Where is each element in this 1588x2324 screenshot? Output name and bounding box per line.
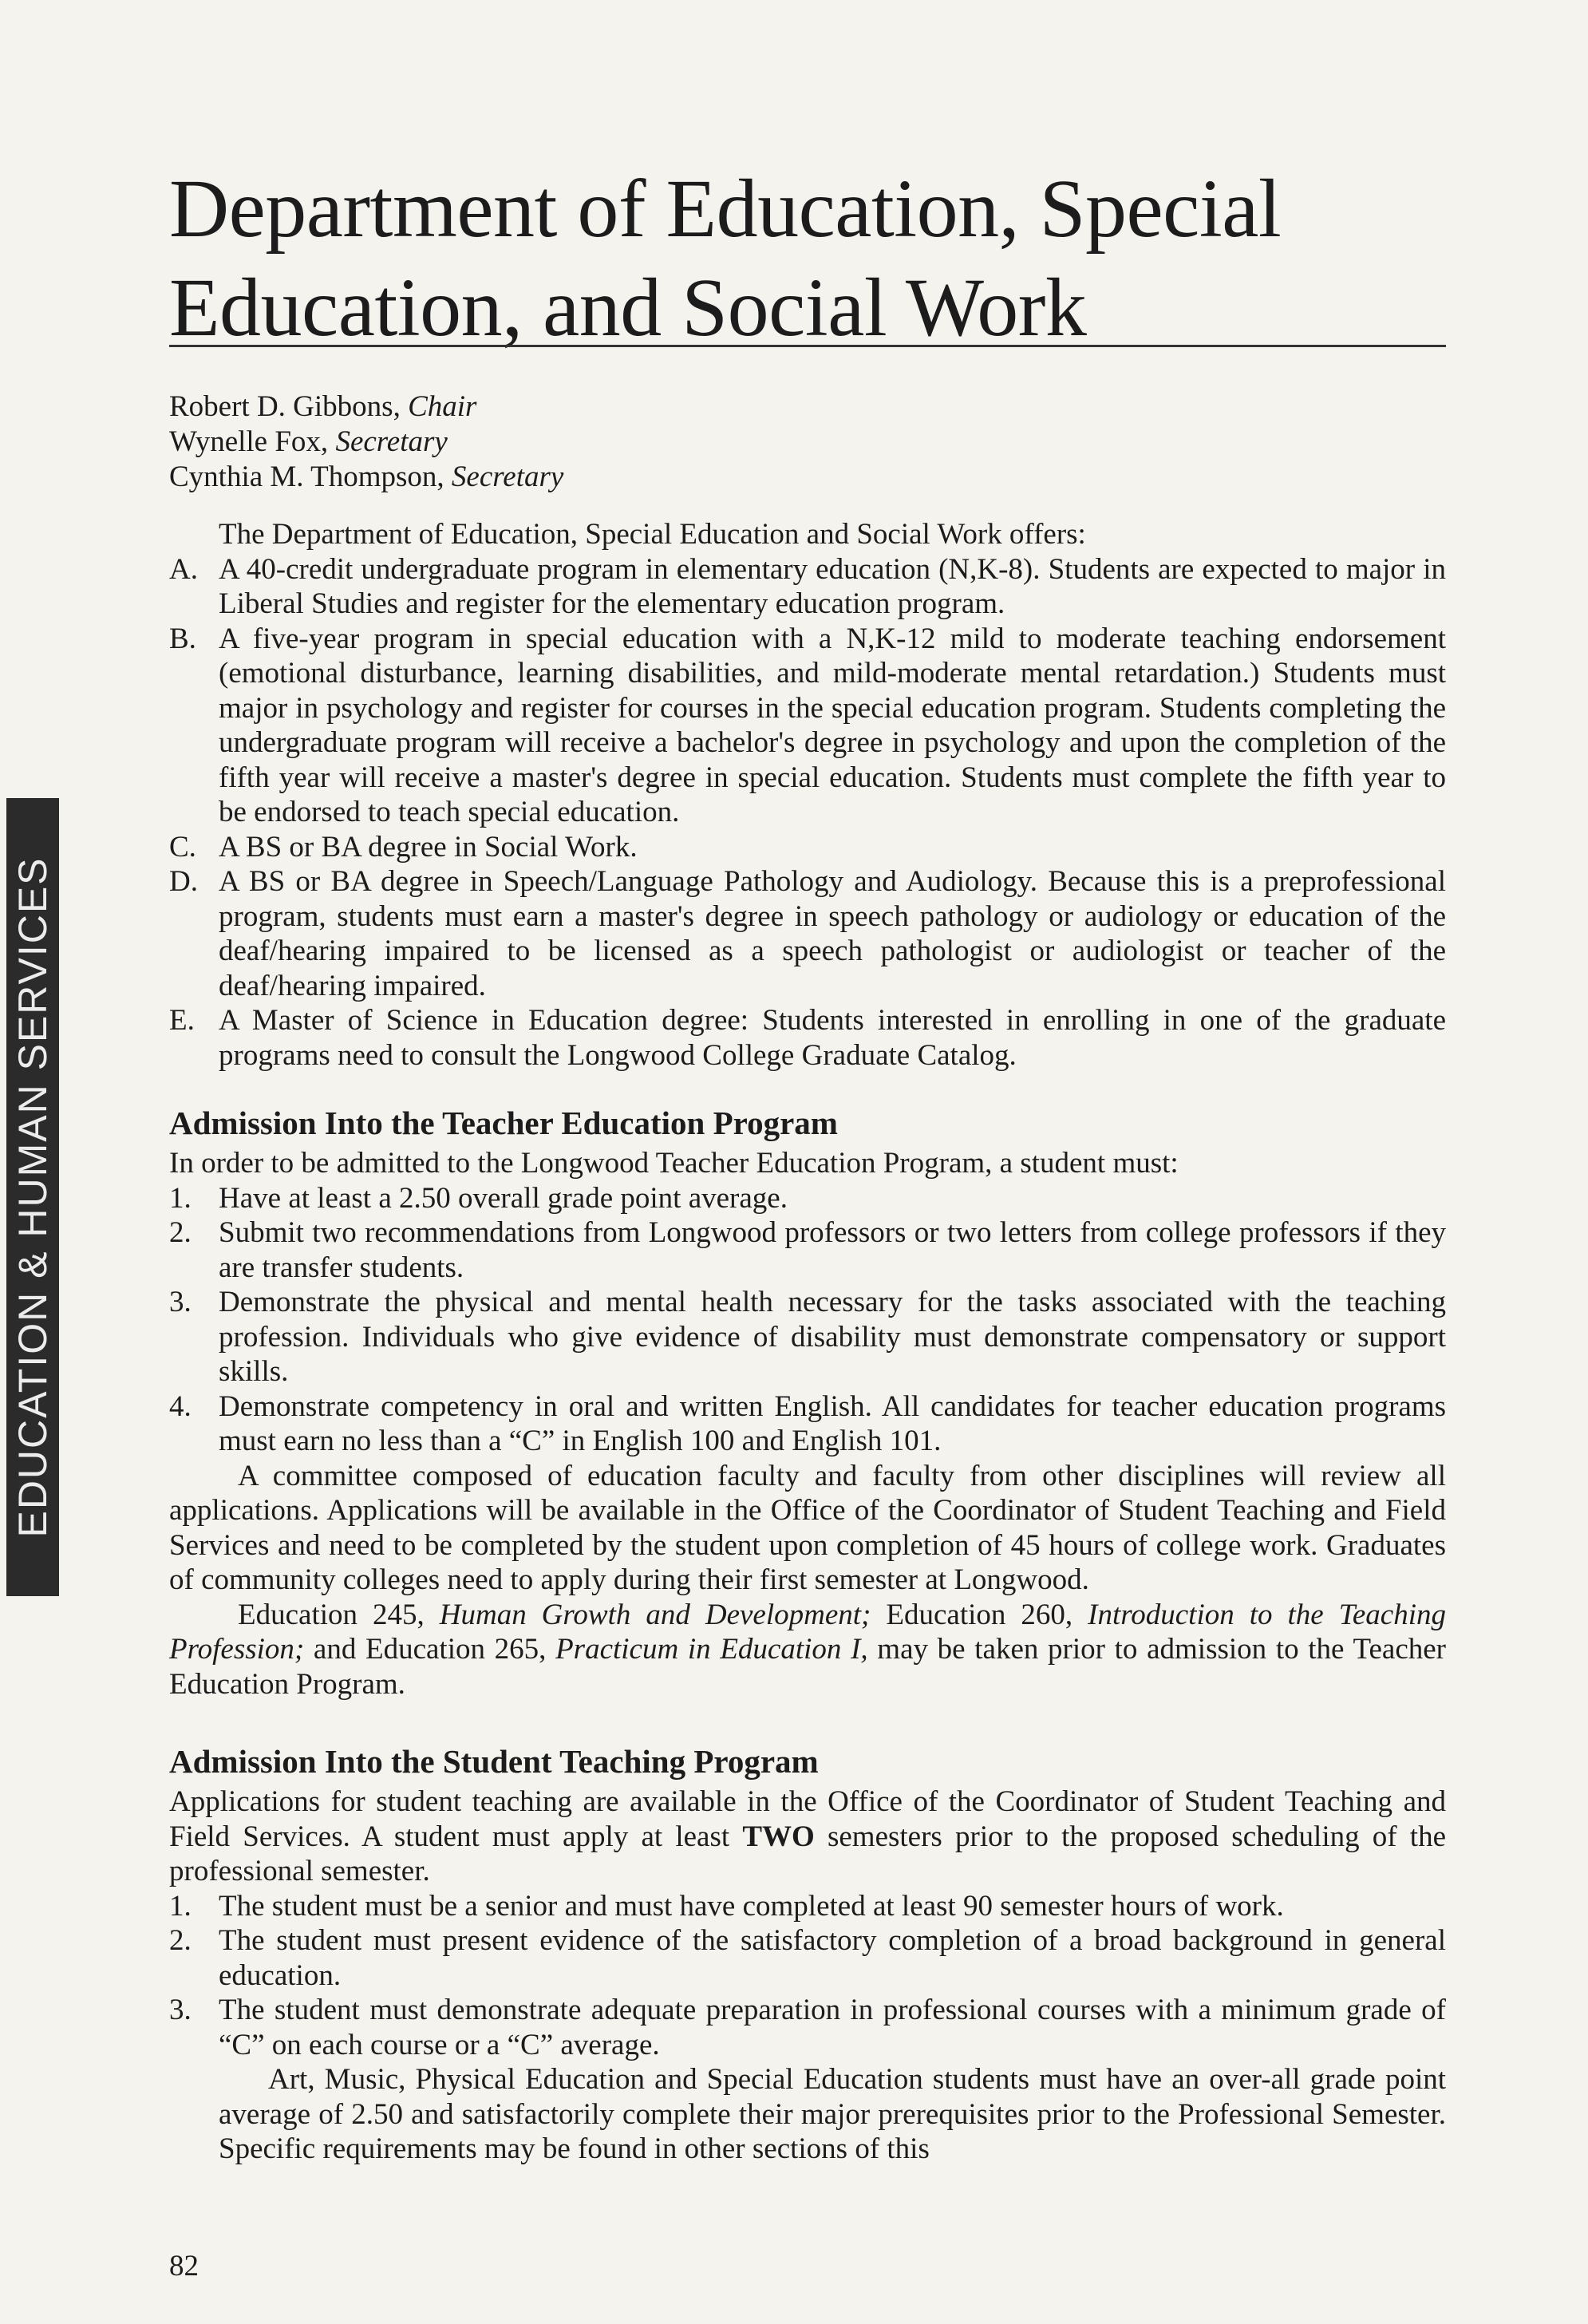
requirement-text: The student must demonstrate adequate preparation in professional courses with a minimum grade of “C” on each course or a “C” average. bbox=[219, 1994, 1446, 2061]
requirement-text: Demonstrate competency in oral and written English. All candidates for teacher education programs must earn no less than a “C” in English 100 and English 101. bbox=[219, 1389, 1446, 1457]
page-number: 82 bbox=[169, 2250, 199, 2282]
program-list bbox=[169, 552, 1446, 1073]
lead-emphasis: TWO bbox=[742, 1820, 815, 1853]
staff-role: Secretary bbox=[451, 460, 564, 493]
program-text: A Master of Science in Education degree: Students interested in enrolling in one of the graduate programs need to consult the Longwood College Graduate Catalog. bbox=[219, 1004, 1446, 1072]
section-side-tab-label: EDUCATION & HUMAN SERVICES bbox=[10, 856, 55, 1538]
teacher-requirements-list bbox=[169, 1181, 1446, 1459]
courses-text: and Education 265, bbox=[304, 1633, 556, 1666]
student-teaching-heading: Admission Into the Student Teaching Program bbox=[169, 1743, 819, 1780]
program-item bbox=[169, 622, 1446, 830]
staff-entry bbox=[169, 425, 563, 460]
program-text: A BS or BA degree in Social Work. bbox=[219, 830, 638, 864]
program-letter: D. bbox=[169, 865, 198, 898]
main-content bbox=[169, 517, 1446, 2167]
staff-role: Secretary bbox=[335, 425, 448, 458]
program-letter: C. bbox=[169, 830, 196, 864]
closing-paragraph: Art, Music, Physical Education and Special Education students must have an over-all grade point average of 2.50 and satisfactorily complete their major prerequisites prior to the Professional Semester. Specific requirements may be found in other sections of this bbox=[219, 2063, 1446, 2165]
staff-entry bbox=[169, 460, 563, 495]
student-teaching-requirements-list bbox=[169, 1889, 1446, 2063]
requirement-number: 1. bbox=[169, 1181, 192, 1215]
requirement-text: Have at least a 2.50 overall grade point average. bbox=[219, 1181, 788, 1215]
program-letter: B. bbox=[169, 622, 196, 655]
requirement-number: 2. bbox=[169, 1924, 192, 1957]
course-title: Introduction to the Teaching Profession; bbox=[169, 1598, 1446, 1666]
intro-text: The Department of Education, Special Education and Social Work offers: bbox=[219, 518, 1086, 551]
courses-text: Education 245, bbox=[238, 1598, 440, 1631]
requirement-number: 4. bbox=[169, 1389, 192, 1423]
program-text: A five-year program in special education with a N,K-12 mild to moderate teaching endorsement (emotional disturbance, learning disabilities, and mild-moderate mental retardation.) Students must major in psychology and register for courses in the special education program. Students completing the undergraduate program will receive a bachelor's degree in psychology and upon the completion of the fifth year will receive a master's degree in special education. Students must complete the fifth year to be endorsed to teach special education. bbox=[219, 622, 1446, 828]
requirement-item bbox=[169, 1181, 1446, 1216]
committee-paragraph: A committee composed of education faculty and faculty from other disciplines will review all applications. Applications will be available in the Office of the Coordinator of Student Teaching and Field Services and need to be completed by the student upon completion of 45 hours of college work. Graduates of community colleges need to apply during their first semester at Longwood. bbox=[169, 1459, 1446, 1596]
program-item bbox=[169, 864, 1446, 1003]
course-title: Human Growth and Development; bbox=[439, 1598, 871, 1631]
program-text: A 40-credit undergraduate program in elementary education (N,K-8). Students are expected to major in Liberal Studies and register for the elementary education program. bbox=[219, 552, 1446, 620]
requirement-item bbox=[169, 1993, 1446, 2062]
page-title: Department of Education, Special Education, and Social Work bbox=[169, 163, 1282, 354]
program-item bbox=[169, 1003, 1446, 1073]
requirement-number: 1. bbox=[169, 1889, 192, 1923]
requirement-item bbox=[169, 1923, 1446, 1993]
program-item bbox=[169, 552, 1446, 622]
requirement-text: The student must present evidence of the satisfactory completion of a broad background in general education. bbox=[219, 1924, 1446, 1992]
staff-list bbox=[169, 389, 563, 495]
teacher-admission-lead: In order to be admitted to the Longwood Teacher Education Program, a student must: bbox=[169, 1147, 1179, 1180]
program-letter: A. bbox=[169, 552, 198, 586]
student-teaching-lead bbox=[169, 1785, 1446, 1889]
program-item bbox=[169, 830, 1446, 865]
requirement-number: 3. bbox=[169, 1286, 192, 1318]
lead-text: Applications for student teaching are available in the Office of the Coordinator of Student Teaching and Field Services. A student must apply at least bbox=[169, 1785, 1446, 1853]
lead-text: semesters prior to the proposed scheduling of the professional semester. bbox=[169, 1820, 1446, 1887]
requirement-text: The student must be a senior and must have completed at least 90 semester hours of work. bbox=[219, 1889, 1284, 1923]
staff-name: Cynthia M. Thompson, bbox=[169, 460, 452, 493]
staff-role: Chair bbox=[408, 390, 477, 423]
requirement-number: 2. bbox=[169, 1216, 192, 1249]
requirement-number: 3. bbox=[169, 1994, 192, 2026]
requirement-item bbox=[169, 1889, 1446, 1924]
requirement-item bbox=[169, 1215, 1446, 1285]
staff-name: Robert D. Gibbons, bbox=[169, 390, 409, 423]
requirement-item bbox=[169, 1389, 1446, 1459]
staff-name: Wynelle Fox, bbox=[169, 425, 336, 458]
course-title: Practicum in Education I, bbox=[555, 1633, 868, 1666]
courses-text: Education 260, bbox=[871, 1598, 1088, 1631]
staff-entry bbox=[169, 389, 563, 425]
courses-text: may be taken prior to admission to the Teacher Education Program. bbox=[169, 1633, 1446, 1701]
courses-paragraph bbox=[169, 1598, 1446, 1702]
requirement-item bbox=[169, 1285, 1446, 1389]
requirement-text: Submit two recommendations from Longwood professors or two letters from college professors if they are transfer students. bbox=[219, 1216, 1446, 1284]
program-text: A BS or BA degree in Speech/Language Pathology and Audiology. Because this is a preprofessional program, students must earn a master's degree in speech pathology or audiology or education of the deaf/hearing impaired to be licensed as a speech pathologist or audiologist or teacher of the deaf/hearing impaired. bbox=[219, 865, 1446, 1002]
teacher-admission-heading: Admission Into the Teacher Education Program bbox=[169, 1105, 838, 1141]
title-divider bbox=[169, 345, 1446, 347]
program-letter: E. bbox=[169, 1004, 195, 1037]
requirement-text: Demonstrate the physical and mental health necessary for the tasks associated with the teaching profession. Individuals who give evidence of disability must demonstrate compensatory or support skills. bbox=[219, 1286, 1446, 1388]
